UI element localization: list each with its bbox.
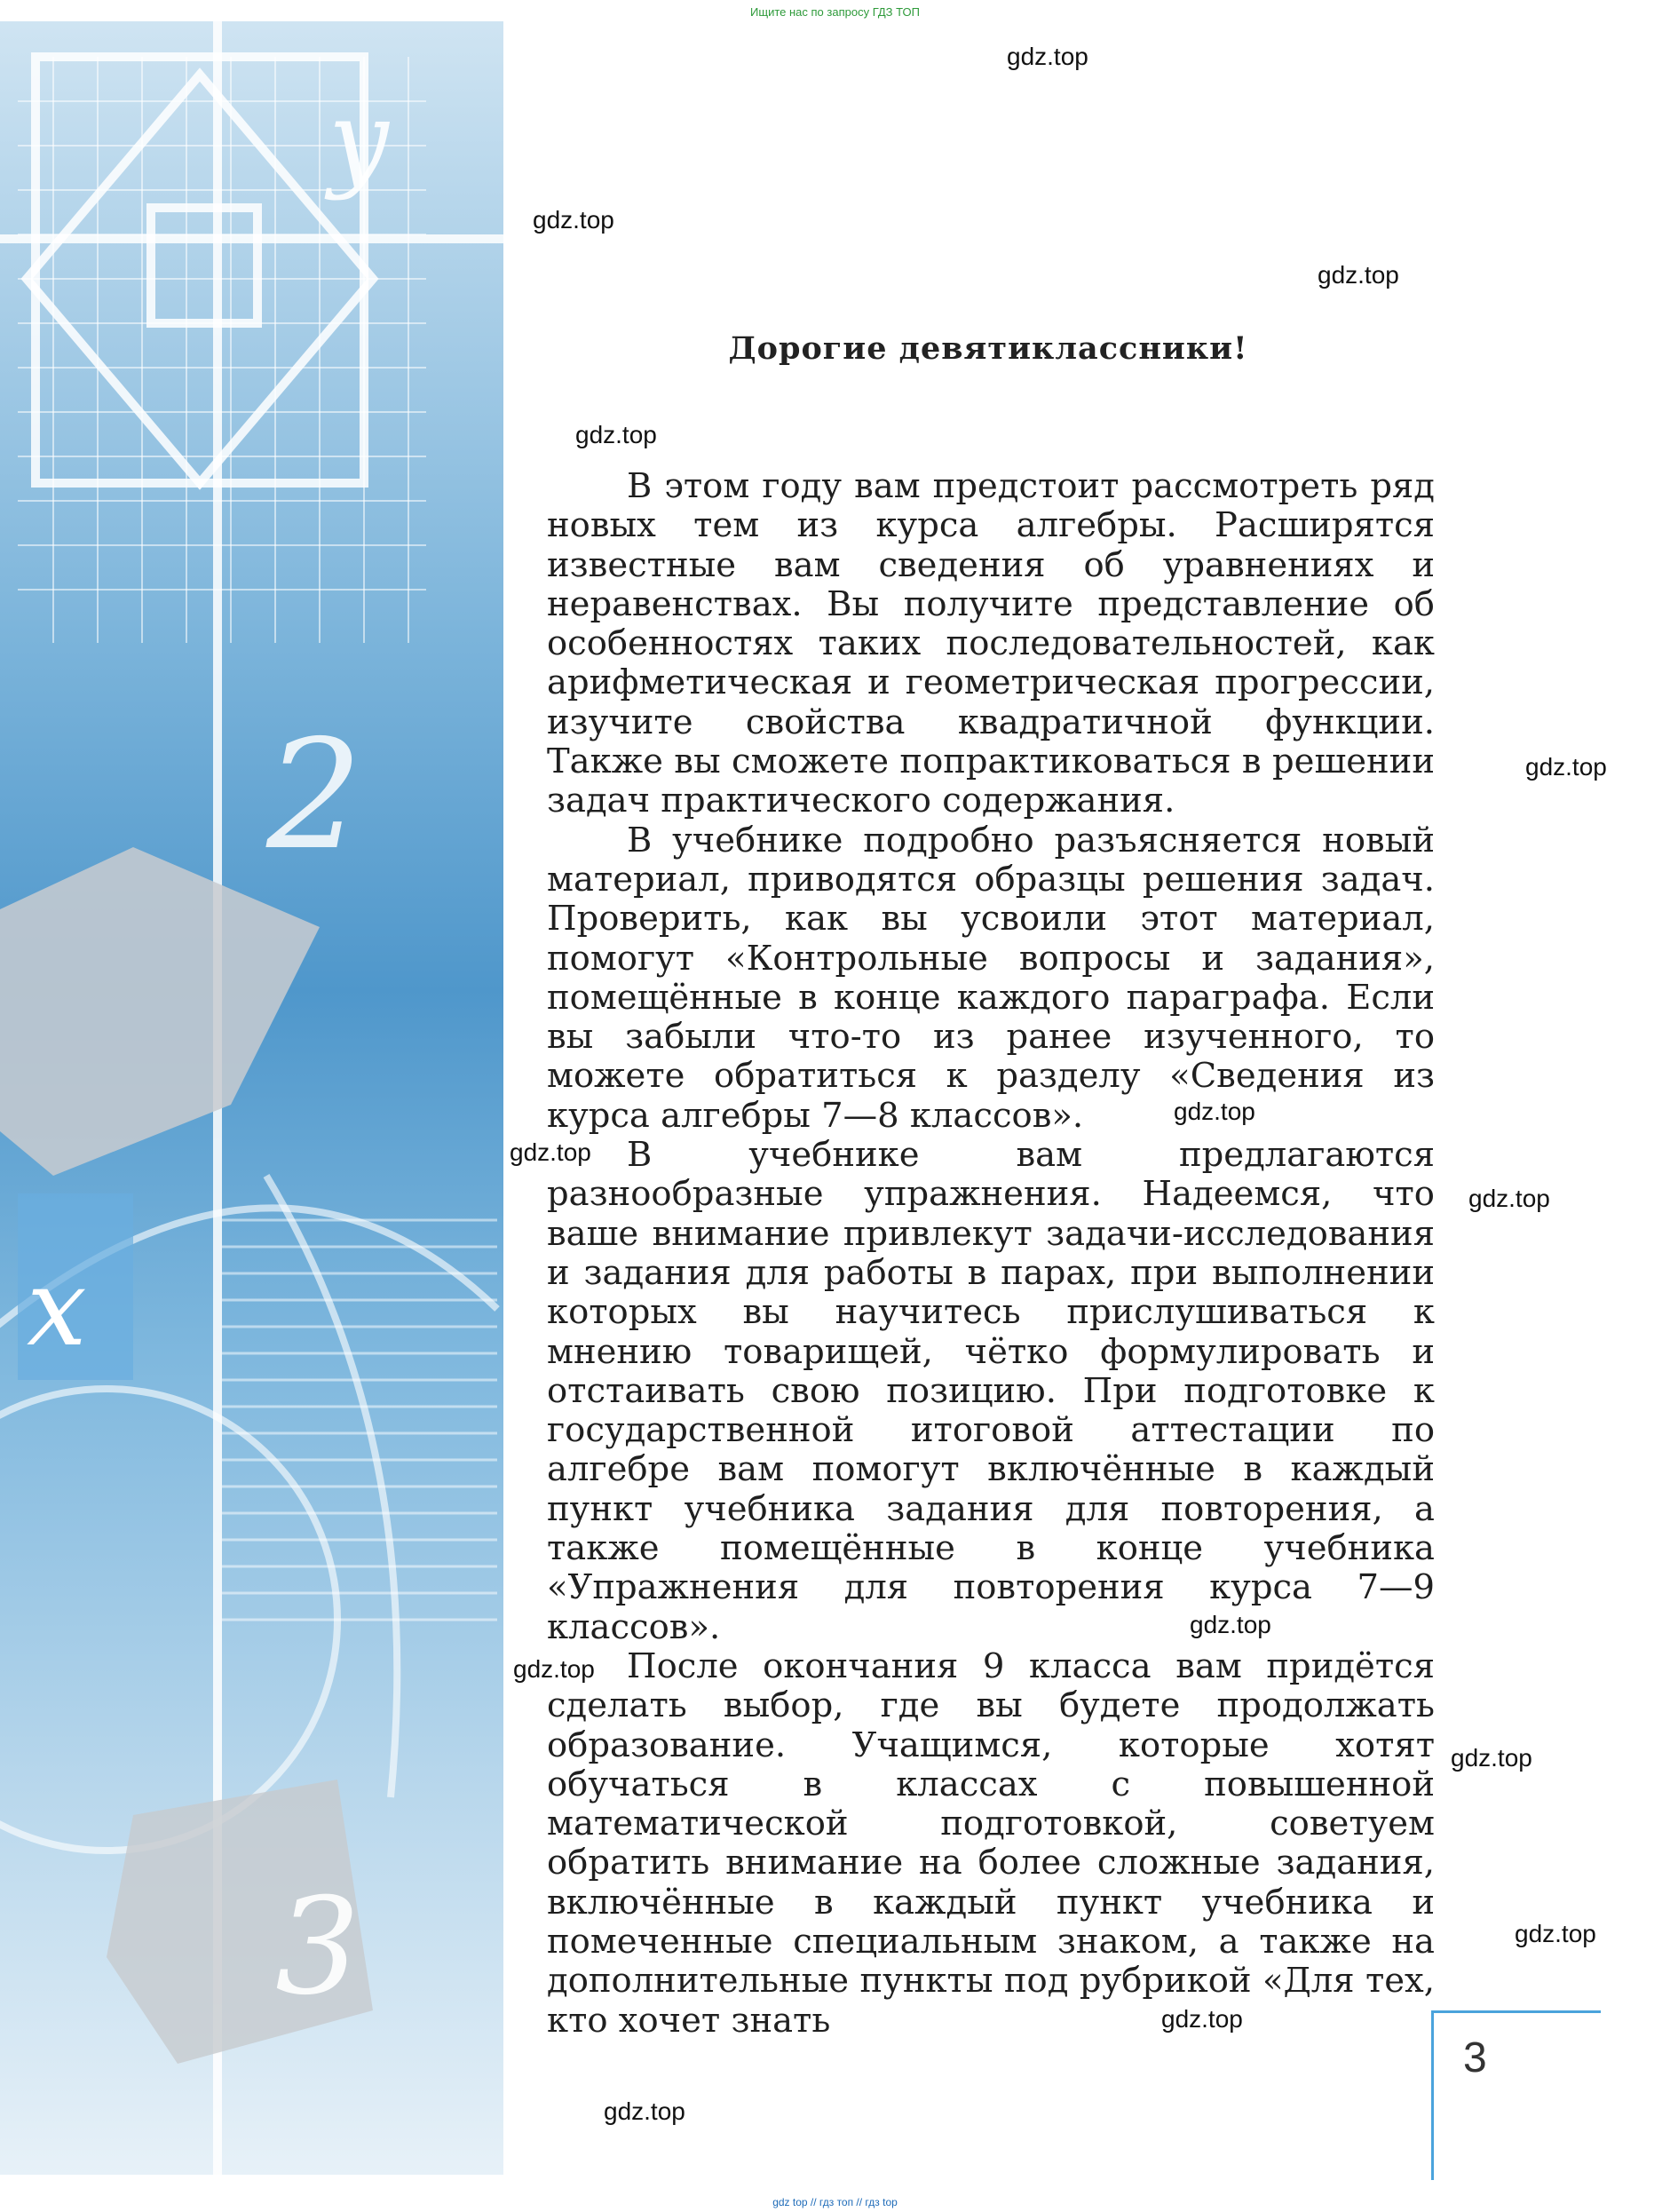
paragraph-1: В этом году вам предстоит рассмотреть ряд новых тем из курса алгебры. Расширятся известные вам сведения об уравнениях и неравенствах. Вы получите представление об особенностях таких последовательностей, как арифметическая и геометрическая прогрессии, изучите свойства квадратичной функции. Также вы сможете попрактиковаться в решении задач практического содержания. [547, 466, 1435, 821]
paper-scroll-shape [0, 847, 320, 1176]
math-collage-graphic [0, 21, 503, 2175]
page-number-corner [1431, 2010, 1601, 2180]
watermark: gdz.top [510, 1138, 591, 1166]
watermark: gdz.top [1007, 43, 1088, 70]
page-heading: Дорогие девятиклассники! [728, 330, 1248, 367]
cover-art-panel [0, 21, 503, 2175]
watermark: gdz.top [1515, 1920, 1596, 1947]
paragraph-2: В учебнике подробно разъясняется новый материал, приводятся образцы решения задач. Проверить, как вы усвоили этот материал, помогут «Контрольные вопросы и задания», помещённые в конце каждого параграфа. Если вы забыли что-то из ранее изученного, то можете обратиться к разделу «Сведения из курса алгебры 7—8 классов». [547, 820, 1435, 1136]
watermark: gdz.top [533, 206, 614, 234]
watermark: gdz.top [575, 421, 657, 448]
top-banner: Ищите нас по запросу ГДЗ ТОП [750, 5, 920, 19]
page-number: 3 [1463, 2034, 1487, 2081]
paragraph-4: После окончания 9 класса вам придётся сделать выбор, где вы будете продолжать образование. Учащимся, которые хотят обучаться в классах с повышенной математической подготовкой, советуем обратить внимание на более сложные задания, включённые в каждый пункт учебника и помеченные специальным знаком, а также на дополнительные пункты под рубрикой «Для тех, кто хочет знать [547, 1645, 1435, 2041]
watermark: gdz.top [604, 2097, 685, 2125]
watermark: gdz.top [1161, 2005, 1243, 2033]
paragraph-3: В учебнике вам предлагаются разнообразные упражнения. Надеемся, что ваше внимание привлекут задачи-исследования и задания для работы в парах, при выполнении которых вы научитесь прислушиваться к мнению товарищей, чётко формулировать и отстаивать свою позицию. При подготовке к государственной итоговой аттестации по алгебре вам помогут включённые в каждый пункт учебника задания для повторения, а также помещённые в конце учебника «Упражнения для повторения курса 7—9 классов». [547, 1135, 1435, 1647]
watermark: gdz.top [1451, 1744, 1532, 1772]
bottom-banner: gdz top // гдз топ // гдз top [772, 2196, 898, 2208]
art-letter-x: x [27, 1247, 87, 1370]
art-letter-y: y [328, 79, 389, 202]
body-text [547, 467, 1435, 2041]
watermark: gdz.top [1318, 261, 1399, 289]
art-digit-2: 2 [266, 708, 363, 884]
art-digit-3: 3 [275, 1870, 360, 2025]
watermark: gdz.top [1468, 1185, 1550, 1212]
watermark: gdz.top [1190, 1611, 1271, 1638]
watermark: gdz.top [513, 1655, 595, 1683]
watermark: gdz.top [1525, 753, 1607, 781]
watermark: gdz.top [1174, 1098, 1255, 1125]
